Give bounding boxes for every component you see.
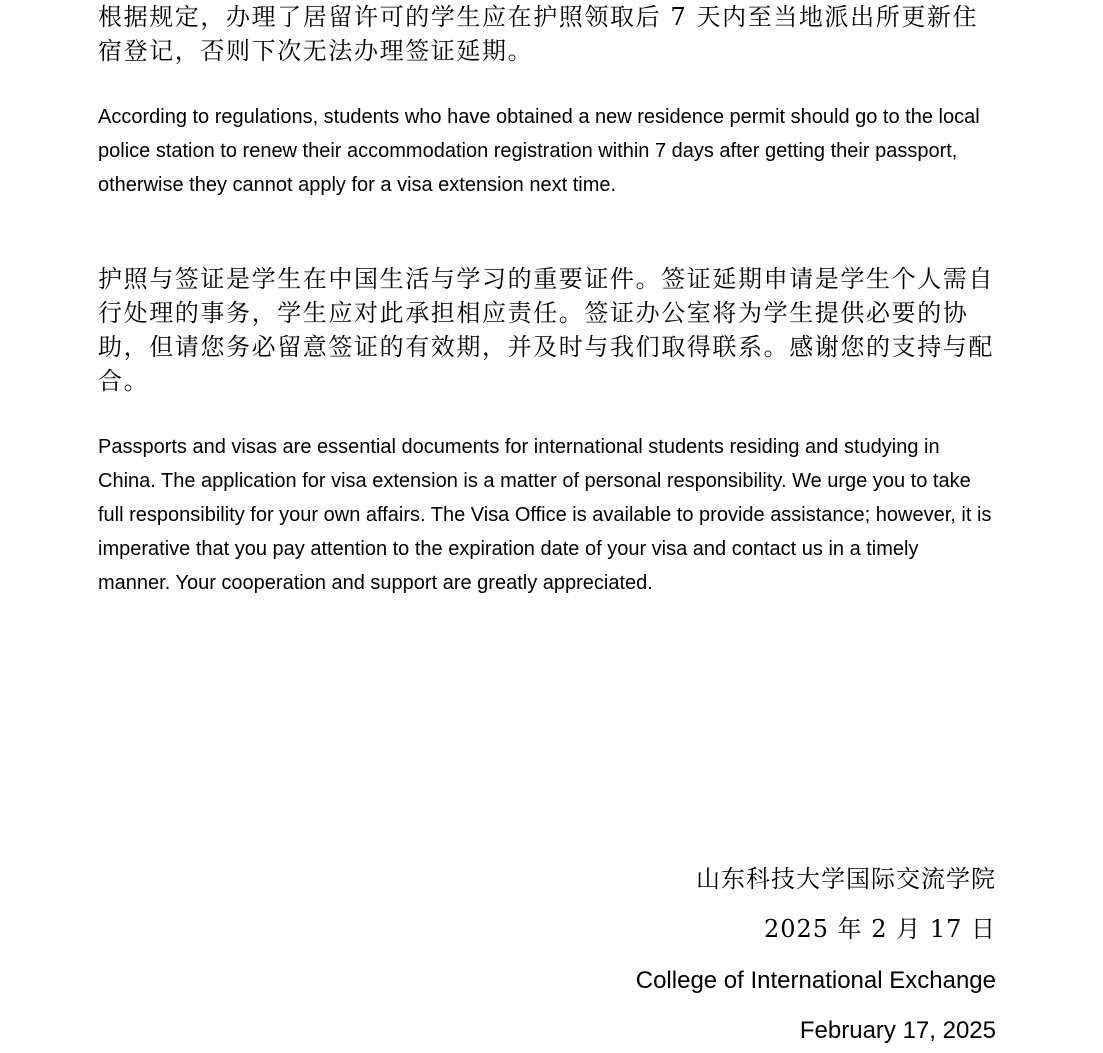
paragraph-1-zh: 根据规定，办理了居留许可的学生应在护照领取后 7 天内至当地派出所更新住宿登记，否则下次无法办理签证延期。 [98,3,979,65]
paragraph-1-en: According to regulations, students who have obtained a new residence permit should go to the local police station to renew their accommodation registration within 7 days after getting their passport, otherwise they cannot apply for a visa extension next time. [98,106,980,196]
paragraph-2-en: Passports and visas are essential documents for international students residing and studying in China. The application for visa extension is a matter of personal responsibility. We urge you to take full responsibility for your own affairs. The Visa Office is available to provide assistance; however, it is imperative that you pay attention to the expiration date of your visa and contact us in a timely manner. Your cooperation and support are greatly appreciated. [98,436,992,594]
signature-date-zh: 2025 年 2 月 17 日 [763,915,996,943]
signature-org-en: College of International Exchange [635,967,996,994]
signature-date-en: February 17, 2025 [799,1017,996,1044]
signature-org-zh: 山东科技大学国际交流学院 [696,865,996,893]
paragraph-2-zh: 护照与签证是学生在中国生活与学习的重要证件。签证延期申请是学生个人需自行处理的事务，学生应对此承担相应责任。签证办公室将为学生提供必要的协助，但请您务必留意签证的有效期，并及时与我们取得联系。感谢您的支持与配合。 [98,265,994,395]
